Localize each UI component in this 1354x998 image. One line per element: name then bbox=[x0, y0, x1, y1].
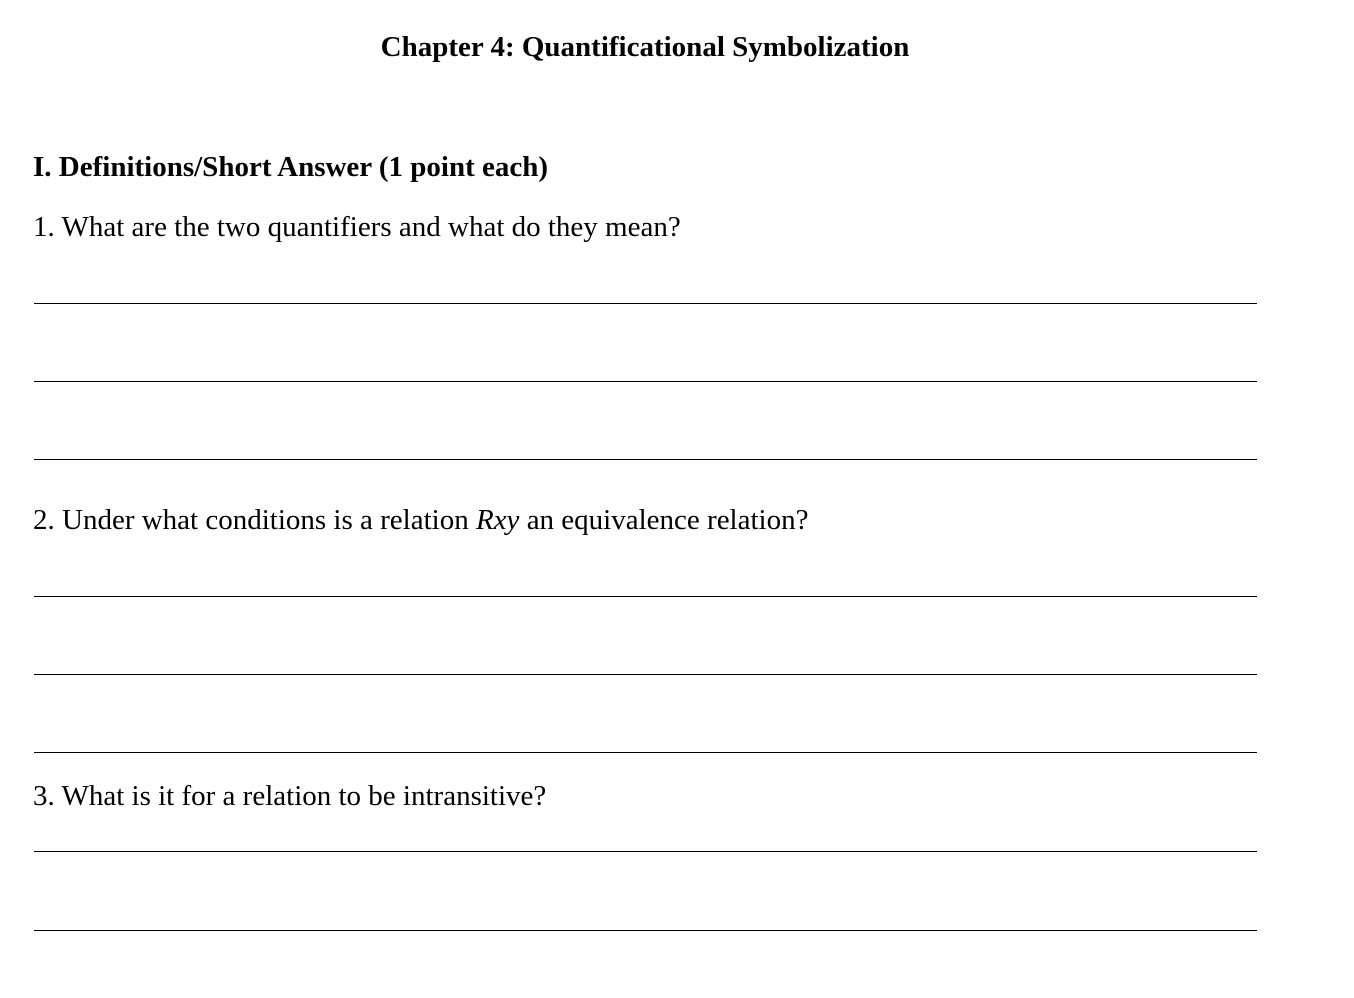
answer-line[interactable] bbox=[34, 752, 1257, 753]
question-3 bbox=[33, 779, 546, 813]
answer-line[interactable] bbox=[34, 596, 1257, 597]
question-number: 3. bbox=[33, 780, 55, 812]
answer-line[interactable] bbox=[34, 674, 1257, 675]
question-text-after: an equivalence relation? bbox=[526, 504, 809, 536]
answer-line[interactable] bbox=[34, 930, 1257, 931]
section-heading: I. Definitions/Short Answer (1 point each) bbox=[33, 151, 549, 183]
page-title: Chapter 4: Quantificational Symbolization bbox=[380, 31, 910, 63]
answer-line[interactable] bbox=[34, 851, 1257, 852]
answer-line[interactable] bbox=[34, 459, 1257, 460]
question-number: 1. bbox=[33, 211, 55, 243]
question-1 bbox=[33, 210, 681, 244]
answer-line[interactable] bbox=[34, 303, 1257, 304]
relation-term: Rxy bbox=[475, 504, 520, 536]
answer-line[interactable] bbox=[34, 381, 1257, 382]
question-2 bbox=[33, 503, 808, 537]
question-text-before: Under what conditions is a relation bbox=[62, 504, 469, 536]
question-text: What is it for a relation to be intransitive? bbox=[61, 780, 547, 812]
question-number: 2. bbox=[33, 504, 55, 536]
question-text: What are the two quantifiers and what do they mean? bbox=[61, 211, 681, 243]
